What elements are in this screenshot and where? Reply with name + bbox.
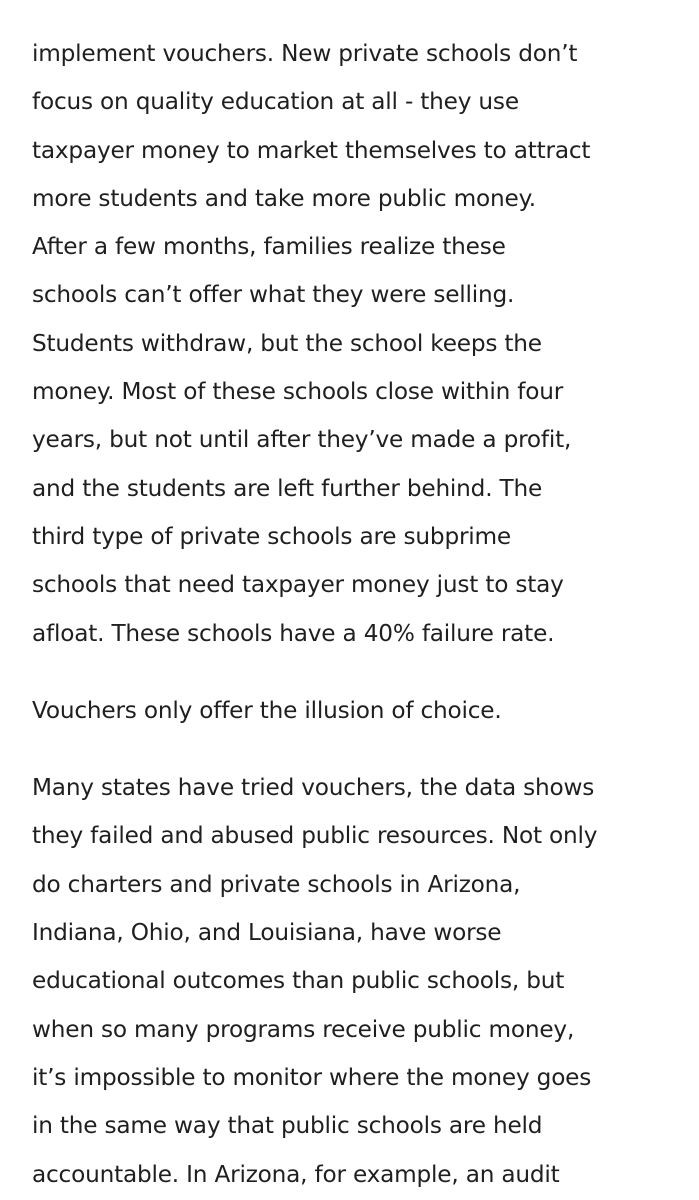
text-line: third type of private schools are subprime: [32, 522, 511, 550]
text-line: schools can’t offer what they were selling.: [32, 281, 515, 309]
text-line: schools that need taxpayer money just to stay: [32, 571, 564, 599]
text-line: Students withdraw, but the school keeps the: [32, 329, 542, 357]
text-line: and the students are left further behind. The: [32, 474, 543, 502]
text-line: implement vouchers. New private schools don’t: [32, 40, 578, 67]
text-line: accountable. In Arizona, for example, an audit: [32, 1160, 560, 1188]
text-line: years, but not until after they’ve made a profit,: [32, 426, 572, 454]
text-line: Vouchers only offer the illusion of choice.: [32, 696, 502, 724]
text-line: focus on quality education at all - they use: [32, 88, 519, 116]
text-line: money. Most of these schools close within four: [32, 378, 564, 406]
text-line: After a few months, families realize these: [32, 233, 506, 261]
text-line: taxpayer money to market themselves to attract: [32, 136, 591, 164]
text-line: do charters and private schools in Arizona,: [32, 870, 521, 898]
text-line: Indiana, Ohio, and Louisiana, have worse: [32, 919, 502, 947]
paragraph-states-data: [32, 764, 672, 1199]
text-line: more students and take more public money.: [32, 184, 536, 212]
article-body: [32, 0, 672, 1199]
text-line: Many states have tried vouchers, the data shows: [32, 774, 595, 802]
text-line: they failed and abused public resources. Not only: [32, 822, 598, 850]
paragraph-illusion-of-choice: [32, 687, 672, 735]
text-line: when so many programs receive public money,: [32, 1015, 575, 1043]
text-line: in the same way that public schools are held: [32, 1112, 543, 1140]
text-line: it’s impossible to monitor where the money goes: [32, 1063, 592, 1091]
text-line: educational outcomes than public schools, but: [32, 967, 565, 995]
text-line: afloat. These schools have a 40% failure rate.: [32, 619, 555, 647]
paragraph-vouchers-schools: [32, 30, 672, 658]
